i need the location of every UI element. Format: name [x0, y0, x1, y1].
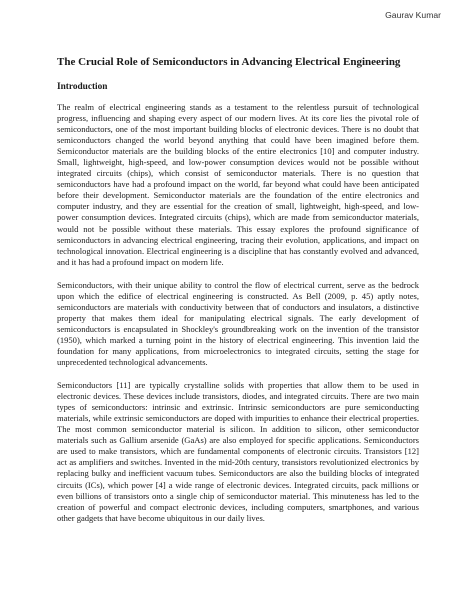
section-heading: Introduction	[57, 82, 108, 92]
document-title: The Crucial Role of Semiconductors in Advancing Electrical Engineering	[57, 56, 401, 68]
body-paragraph-3: Semiconductors [11] are typically crystalline solids with properties that allow them to be used in electronic devices. These devices include transistors, diodes, and integrated circuits. There are two main types of semiconductors: intrinsic and extrinsic. Intrinsic semiconductors are pure semiconducting materials, while extrinsic semiconductors are doped with impurities to enhance their electrical properties. The most common semiconductor material is silicon. In addition to silicon, other semiconductor materials such as Gallium arsenide (GaAs) are also employed for specific applications. Semiconductors are used to make transistors, which are fundamental components of electronic circuits. Transistors [12] act as amplifiers and switches. Invented in the mid-20th century, transistors revolutionized electronics by replacing bulky and inefficient vacuum tubes. Semiconductors are also the building blocks of integrated circuits (ICs), which power [4] a wide range of electronic devices. Integrated circuits, pack millions or even billions of transistors onto a single chip of semiconductor material. This minuteness has led to the creation of powerful and compact electronic devices, including computers, smartphones, and various other gadgets that have become ubiquitous in our daily lives.	[57, 380, 419, 523]
document-body	[57, 102, 419, 536]
body-paragraph-1: The realm of electrical engineering stands as a testament to the relentless pursuit of technological progress, influencing and shaping every aspect of our modern lives. At its core lies the pivotal role of semiconductors, one of the most important building blocks of electronic devices. There is no doubt that semiconductors changed the world beyond anything that could have been imagined before them. Semiconductor materials are the building blocks of the entire electronics [10] and computer industry. Small, lightweight, high-speed, and low-power consumption devices would not be possible without integrated circuits (chips), which consist of semiconductor materials. There is no question that semiconductors have had a profound impact on the world, far beyond what could have been anticipated before their development. Semiconductor materials are the foundation of the entire electronics and computer industry, and they are essential for the creation of small, lightweight, high-speed, and low-power consumption devices. Integrated circuits (chips), which are made from semiconductor materials, would not be possible without these materials. This essay explores the profound significance of semiconductors in advancing electrical engineering, tracing their evolution, applications, and impact on technological innovation. Electrical engineering is a discipline that has constantly evolved and advanced, and it has had a profound impact on modern life.	[57, 102, 419, 267]
page-header-author: Gaurav Kumar	[385, 10, 441, 20]
body-paragraph-2: Semiconductors, with their unique ability to control the flow of electrical current, serve as the bedrock upon which the edifice of electrical engineering is constructed. As Bell (2009, p. 45) aptly notes, semiconductors are materials with conductivity between that of conductors and insulators, a distinctive property that makes them ideal for manipulating electrical signals. The early development of semiconductors is encapsulated in Shockley's groundbreaking work on the invention of the transistor (1950), which marked a turning point in the history of electrical engineering. This invention laid the foundation for many applications, from microelectronics to integrated circuits, setting the stage for unprecedented technological advancements.	[57, 279, 419, 368]
